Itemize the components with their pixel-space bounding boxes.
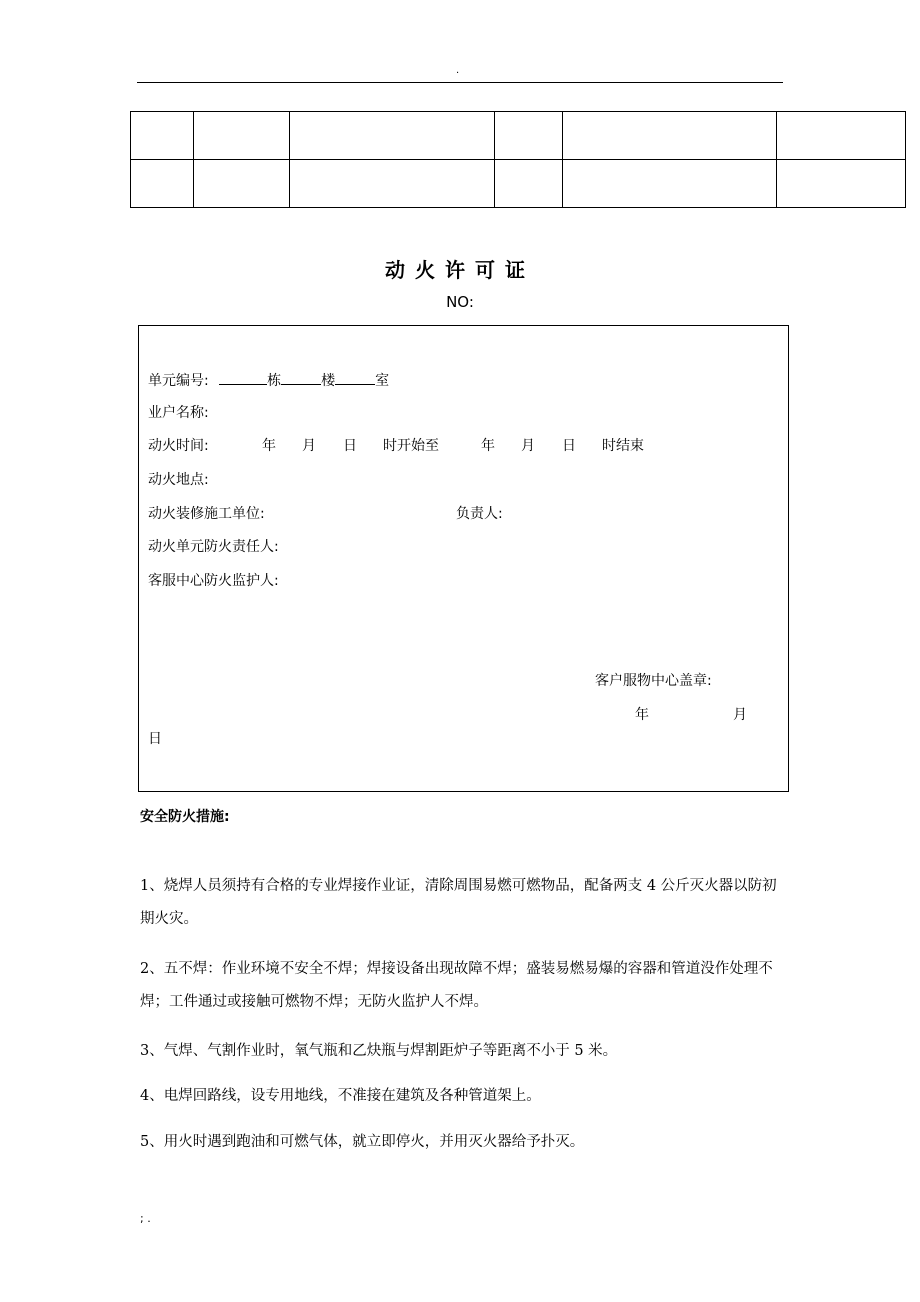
fire-location-label: 动火地点:	[148, 472, 209, 488]
safety-item: 2、五不焊：作业环境不安全不焊；焊接设备出现故障不焊；盛装易燃易爆的容器和管道没作处理不焊；工件通过或接触可燃物不焊；无防火监护人不焊。	[140, 961, 773, 1010]
table-cell	[131, 160, 194, 208]
footer-mark: ; .	[140, 1212, 151, 1225]
start-month-label: 月	[302, 438, 316, 454]
table-cell	[290, 112, 495, 160]
service-fire-monitor-label: 客服中心防火监护人:	[148, 573, 279, 589]
building-label: 栋	[267, 373, 282, 389]
table-cell	[563, 112, 777, 160]
safety-measures-title: 安全防火措施:	[140, 809, 230, 825]
floor-label: 楼	[321, 373, 336, 389]
floor-blank[interactable]	[281, 371, 321, 385]
end-day-label: 日	[562, 438, 576, 454]
table-cell	[131, 112, 194, 160]
table-cell	[777, 160, 906, 208]
safety-item: 3、气焊、气割作业时，氧气瓶和乙炔瓶与焊割距炉子等距离不小于 5 米。	[140, 1043, 618, 1059]
table-row	[131, 112, 906, 160]
seal-label: 客户服物中心盖章:	[595, 673, 712, 689]
building-blank[interactable]	[219, 371, 267, 385]
safety-item: 5、用火时遇到跑油和可燃气体，就立即停火，并用灭火器给予扑灭。	[140, 1134, 585, 1150]
unit-fire-responsible-label: 动火单元防火责任人:	[148, 539, 279, 555]
unit-number-label: 单元编号:	[148, 373, 209, 389]
end-suffix-label: 时结束	[602, 438, 644, 454]
contractor-label: 动火装修施工单位:	[148, 506, 265, 522]
table-row	[131, 160, 906, 208]
fire-time-label: 动火时间:	[148, 438, 209, 454]
header-mark: .	[456, 65, 460, 76]
start-year-label: 年	[262, 438, 276, 454]
permit-form-box	[138, 325, 789, 792]
safety-item: 4、电焊回路线，设专用地线，不准接在建筑及各种管道架上。	[140, 1088, 541, 1104]
safety-item: 1、烧焊人员须持有合格的专业焊接作业证，清除周围易燃可燃物品，配备两支 4 公斤灭火器以防初期火灾。	[140, 878, 777, 927]
page-title: 动火许可证	[385, 258, 535, 282]
start-day-label: 日	[343, 438, 357, 454]
table-cell	[495, 112, 563, 160]
seal-day-label: 日	[148, 731, 162, 747]
permit-number-label: NO:	[446, 293, 474, 311]
table-cell	[194, 160, 290, 208]
table-cell	[777, 112, 906, 160]
person-in-charge-label: 负责人:	[456, 506, 503, 522]
room-blank[interactable]	[335, 371, 375, 385]
top-table	[130, 111, 906, 208]
seal-month-label: 月	[733, 707, 747, 723]
unit-number-row	[148, 371, 389, 390]
table-cell	[495, 160, 563, 208]
owner-name-label: 业户名称:	[148, 405, 209, 421]
seal-year-label: 年	[635, 707, 649, 723]
table-cell	[194, 112, 290, 160]
table-cell	[563, 160, 777, 208]
room-label: 室	[375, 373, 390, 389]
end-year-label: 年	[481, 438, 495, 454]
end-month-label: 月	[521, 438, 535, 454]
start-suffix-label: 时开始至	[383, 438, 439, 454]
header-rule	[137, 82, 783, 83]
table-cell	[290, 160, 495, 208]
